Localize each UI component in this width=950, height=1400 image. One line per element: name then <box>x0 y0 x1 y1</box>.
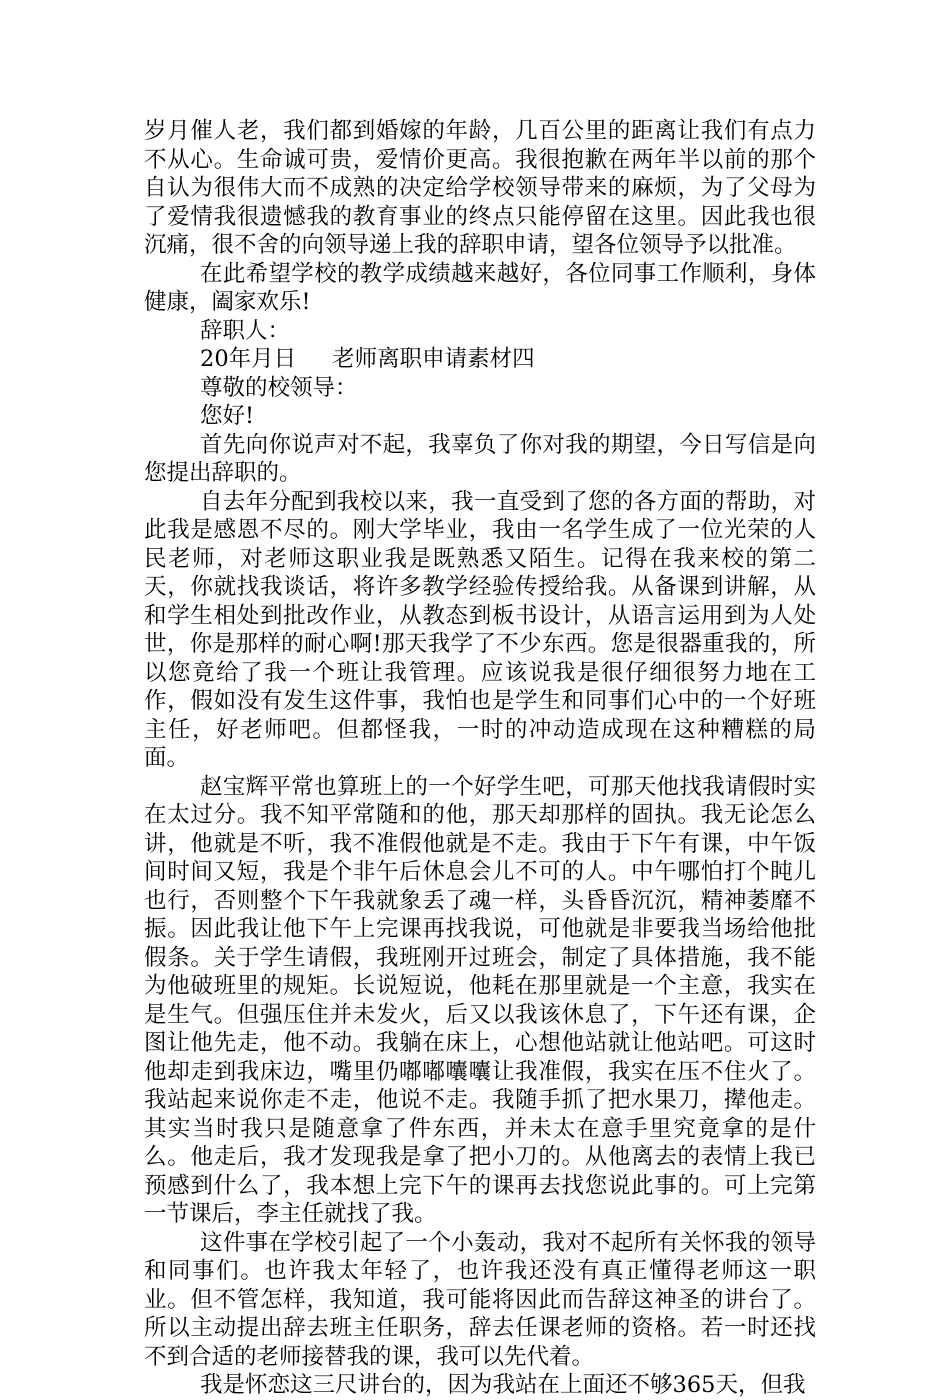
paragraph-2: 在此希望学校的教学成绩越来越好，各位同事工作顺利，身体健康，阖家欢乐! <box>144 260 816 315</box>
salutation: 尊敬的校领导： <box>200 374 358 401</box>
paragraph-incident: 赵宝辉平常也算班上的一个好学生吧，可那天他找我请假时实在太过分。我不知平常随和的他，那天却那样的固执。我无论怎么讲，他就是不听，我不准假他就是不走。我由于下午有课，中午饭间时间又短，我是个非午后休息会儿不可的人。中午哪怕打个盹儿也行，否则整个下午我就象丢了魂一样，头昏昏沉沉，精神萎靡不振。因此我让他下午上完课再找我说，可他就是非要我当场给他批假条。关于学生请假，我班刚开过班会，制定了具体措施，我不能为他破班里的规矩。长说短说，他耗在那里就是一个主意，我实在是生气。但强压住并未发火，后又以我该休息了，下午还有课，企图让他先走，他不动。我躺在床上，心想他站就让他站吧。可这时他却走到我床边，嘴里仍嘟嘟囔囔让我准假，我实在压不住火了。我站起来说你走不走，他说不走。我随手抓了把水果刀，撵他走。其实当时我只是随意拿了件东西，并未太在意手里究竟拿的是什么。他走后，我才发现我是拿了把小刀的。从他离去的表情上我已预感到什么了，我本想上完下午的课再去找您说此事的。可上完第一节课后，李主任就找了我。 <box>144 773 816 1227</box>
resigner-label: 辞职人： <box>200 317 291 344</box>
paragraph-consequence: 这件事在学校引起了一个小轰动，我对不起所有关怀我的领导和同事们。也许我太年轻了，也许我还没有真正懂得老师这一职业。但不管怎样，我知道，我可能将因此而告辞这神圣的讲台了。所以主动提出辞去班主任职务，辞去任课老师的资格。若一时还找不到合适的老师接替我的课，我可以先代着。 <box>144 1229 816 1370</box>
paragraph-closing: 我是怀恋这三尺讲台的，因为我站在上面还不够365天，但我 <box>200 1372 806 1398</box>
greeting: 您好! <box>200 403 255 429</box>
date-text: 20年月日 <box>200 346 297 372</box>
date-and-title-line <box>144 345 816 374</box>
document-body <box>144 117 816 1400</box>
paragraph-gratitude: 自去年分配到我校以来，我一直受到了您的各方面的帮助，对此我是感恩不尽的。刚大学毕业，我由一名学生成了一位光荣的人民老师，对老师这职业我是既熟悉又陌生。记得在我来校的第二天，你就找我谈话，将许多教学经验传授给我。从备课到讲解，从和学生相处到批改作业，从教态到板书设计，从语言运用到为人处世，你是那样的耐心啊!那天我学了不少东西。您是很器重我的，所以您竟给了我一个班让我管理。应该说我是很仔细很努力地在工作，假如没有发生这件事，我怕也是学生和同事们心中的一个好班主任，好老师吧。但都怪我，一时的冲动造成现在这种糟糕的局面。 <box>144 488 816 771</box>
paragraph-1: 岁月催人老，我们都到婚嫁的年龄，几百公里的距离让我们有点力不从心。生命诚可贵，爱情价更高。我很抱歉在两年半以前的那个自认为很伟大而不成熟的决定给学校领导带来的麻烦，为了父母为了爱情我很遗憾我的教育事业的终点只能停留在这里。因此我也很沉痛，很不舍的向领导递上我的辞职申请，望各位领导予以批准。 <box>144 118 816 258</box>
section-title: 老师离职申请素材四 <box>332 346 535 372</box>
paragraph-apology: 首先向你说声对不起，我辜负了你对我的期望，今日写信是向您提出辞职的。 <box>144 431 816 486</box>
